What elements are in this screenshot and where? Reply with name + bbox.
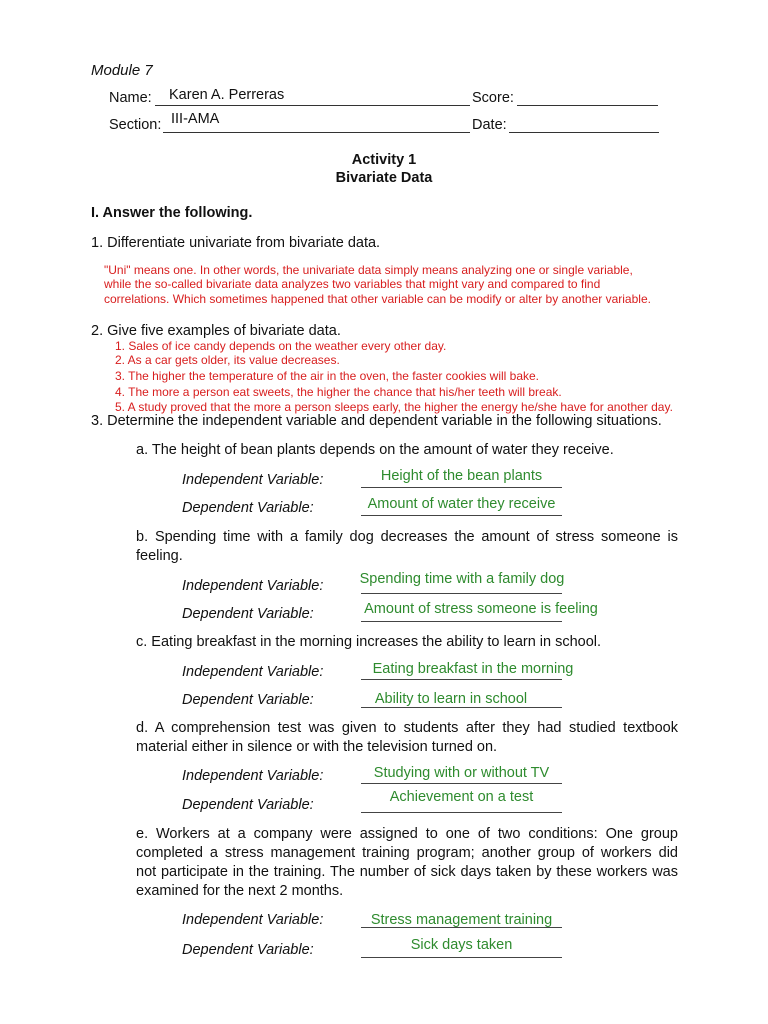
answer-line xyxy=(361,487,562,488)
section-label: Section: xyxy=(109,117,162,133)
q3-item-e-line: e. Workers at a company were assigned to one of two conditions: One group xyxy=(136,826,678,842)
independent-variable-label: Independent Variable: xyxy=(182,912,324,928)
answer-line xyxy=(361,783,562,784)
independent-variable-label: Independent Variable: xyxy=(182,768,324,784)
q3-item-d-text xyxy=(136,719,678,757)
q3-d-dependent-answer: Achievement on a test xyxy=(389,789,534,805)
q3-b-independent-answer: Spending time with a family dog xyxy=(359,571,565,587)
independent-variable-label: Independent Variable: xyxy=(182,664,324,680)
q3-item-d-line: d. A comprehension test was given to students after they had studied textbook xyxy=(136,720,678,736)
q3-c-dependent-answer: Ability to learn in school xyxy=(374,691,528,707)
q2-answer-item: 2. As a car gets older, its value decreases. xyxy=(115,353,340,367)
q3-item-d-line: material either in silence or with the television turned on. xyxy=(136,739,498,755)
activity-title: Activity 1 xyxy=(351,152,417,168)
q3-item-e-line: not participate in the training. The number of sick days taken by these workers was xyxy=(136,864,678,880)
q3-item-b-line: feeling. xyxy=(136,548,183,564)
section-value: III-AMA xyxy=(171,111,220,127)
score-field-line xyxy=(517,105,658,106)
q3-a-independent-answer: Height of the bean plants xyxy=(380,468,543,484)
q3-item-e-line: completed a stress management training program; another group of workers did xyxy=(136,845,678,861)
q2-answer-item: 5. A study proved that the more a person sleeps early, the higher the energy he/she have for another day. xyxy=(115,400,673,414)
q3-item-c-text xyxy=(136,633,678,652)
q3-item-e-text xyxy=(136,825,678,901)
answer-line xyxy=(361,679,562,680)
q3-e-dependent-answer: Sick days taken xyxy=(410,937,513,953)
answer-line xyxy=(361,957,562,958)
answer-line xyxy=(361,515,562,516)
q3-item-b-line: b. Spending time with a family dog decreases the amount of stress someone is xyxy=(136,529,678,545)
q3-a-dependent-answer: Amount of water they receive xyxy=(367,496,556,512)
q2-answer-item: 4. The more a person eat sweets, the higher the chance that his/her teeth will break. xyxy=(115,385,562,399)
section-field-line xyxy=(163,132,470,133)
q3-item-e-line: examined for the next 2 months. xyxy=(136,883,344,899)
independent-variable-label: Independent Variable: xyxy=(182,472,324,488)
independent-variable-label: Independent Variable: xyxy=(182,578,324,594)
q3-item-c-line: c. Eating breakfast in the morning increases the ability to learn in school. xyxy=(136,634,602,650)
name-label: Name: xyxy=(109,90,152,106)
module-label: Module 7 xyxy=(91,62,153,79)
score-label: Score: xyxy=(472,90,514,106)
q3-item-b-text xyxy=(136,528,678,566)
q1-answer-line: correlations. Which sometimes happened that other variable can be modify or alter by another variable. xyxy=(104,292,651,306)
answer-line xyxy=(361,621,562,622)
dependent-variable-label: Dependent Variable: xyxy=(182,500,314,516)
q1-question: 1. Differentiate univariate from bivariate data. xyxy=(91,235,381,251)
date-field-line xyxy=(509,132,659,133)
q3-e-independent-answer: Stress management training xyxy=(370,912,553,928)
answer-line xyxy=(361,707,562,708)
q3-item-a-line: a. The height of bean plants depends on the amount of water they receive. xyxy=(136,442,614,458)
q2-question: 2. Give five examples of bivariate data. xyxy=(91,323,341,339)
answer-line xyxy=(361,812,562,813)
q3-c-independent-answer: Eating breakfast in the morning xyxy=(372,661,574,677)
dependent-variable-label: Dependent Variable: xyxy=(182,942,314,958)
q3-question: 3. Determine the independent variable and dependent variable in the following situations. xyxy=(91,413,662,429)
q1-answer-line: while the so-called bivariate data analyzes two variables that might vary and compared to find xyxy=(104,277,601,291)
dependent-variable-label: Dependent Variable: xyxy=(182,692,314,708)
name-field-line xyxy=(155,105,470,106)
q3-d-independent-answer: Studying with or without TV xyxy=(373,765,550,781)
q3-b-dependent-answer: Amount of stress someone is feeling xyxy=(364,601,598,617)
q2-answer-item: 1. Sales of ice candy depends on the weather every other day. xyxy=(115,339,447,353)
dependent-variable-label: Dependent Variable: xyxy=(182,797,314,813)
part-heading: I. Answer the following. xyxy=(91,205,253,221)
date-label: Date: xyxy=(472,117,507,133)
name-value: Karen A. Perreras xyxy=(169,87,285,103)
answer-line xyxy=(361,593,562,594)
activity-subtitle: Bivariate Data xyxy=(335,170,433,186)
q2-answer-item: 3. The higher the temperature of the air in the oven, the faster cookies will bake. xyxy=(115,369,540,383)
q1-answer-line: "Uni" means one. In other words, the univariate data simply means analyzing one or single variable, xyxy=(104,263,633,277)
q3-item-a-text xyxy=(136,441,678,460)
dependent-variable-label: Dependent Variable: xyxy=(182,606,314,622)
